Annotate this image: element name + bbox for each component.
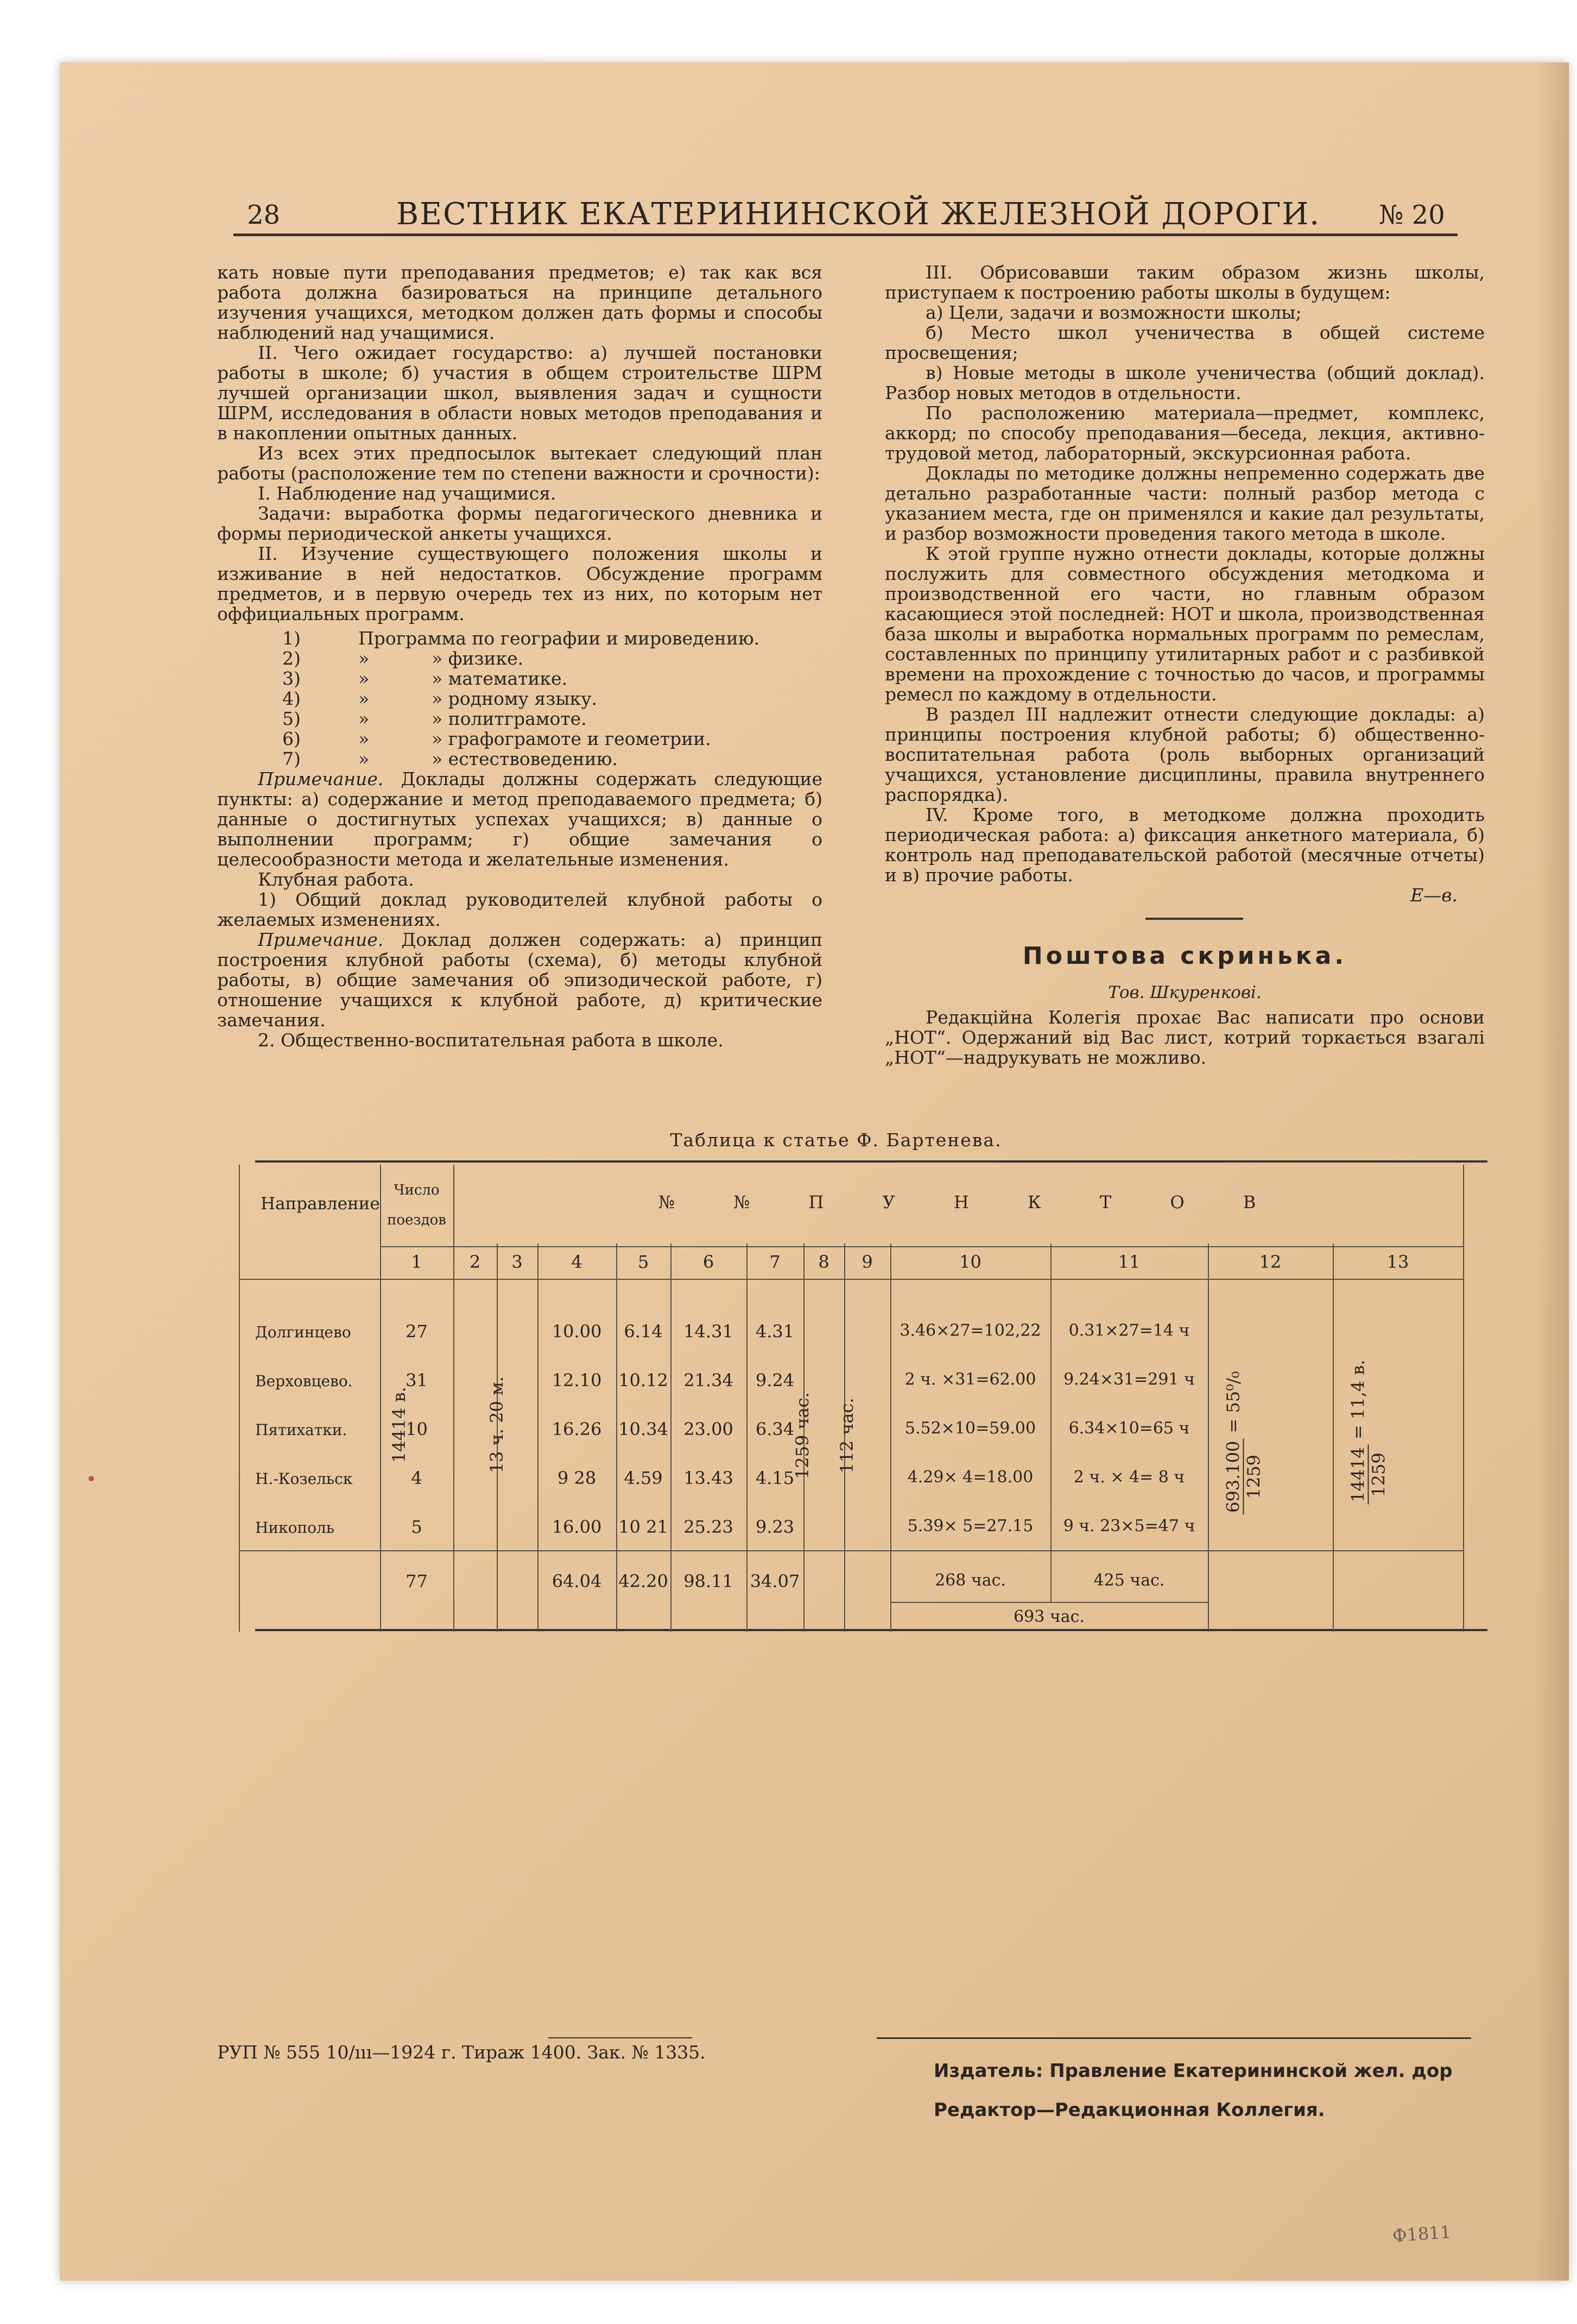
table-cell: 14.31	[683, 1321, 733, 1342]
publisher: Издатель: Правление Екатерининской жел. дор	[934, 2060, 1453, 2082]
paragraph: III. Обрисовавши таким образом жизнь школы, приступаем к построению работы школы в будущем:	[885, 262, 1485, 303]
table-cell: 13.43	[683, 1468, 733, 1488]
paragraph: кать новые пути преподавания предметов; е) так как вся работа должна базироваться на принципе детального изучения учащихся, методком должен дать формы и способы наблюдений над учащимися.	[217, 262, 822, 343]
merged-cell-col3: 13 ч. 20 м.	[486, 1376, 507, 1474]
table-cell: 4.29× 4=18.00	[907, 1468, 1034, 1487]
col-number: 10	[959, 1252, 981, 1272]
table-bottom-rule	[255, 1629, 1487, 1631]
paragraph: Из всех этих предпосылок вытекает следующий план работы (расположение тем по степени важности и срочности):	[217, 443, 822, 484]
grid-line	[239, 1550, 1463, 1551]
table-cell: 4	[411, 1468, 422, 1488]
paragraph: 2. Общественно-воспитательная работа в школе.	[258, 1030, 724, 1051]
col-number: 8	[818, 1252, 829, 1272]
grid-line	[239, 1279, 1463, 1280]
table-cell: 16.26	[552, 1419, 602, 1439]
ink-spot	[88, 1476, 94, 1481]
footer-rule	[877, 2037, 1471, 2039]
table-cell: 21.34	[683, 1370, 733, 1391]
col-number: 1	[411, 1252, 422, 1272]
table-cell: 9 28	[557, 1468, 597, 1488]
table-cell: 16.00	[552, 1517, 602, 1537]
grid-line	[890, 1602, 1208, 1603]
section-divider	[1145, 918, 1243, 920]
paragraph: Клубная работа.	[258, 869, 414, 890]
list-item: 2) » » физике.	[282, 648, 524, 669]
col-number: 6	[702, 1252, 714, 1272]
mailbox-title: Поштова скринька.	[1022, 942, 1347, 970]
table-cell: 5.39× 5=27.15	[907, 1517, 1034, 1536]
table-cell: 2 ч. ×31=62.00	[904, 1370, 1036, 1389]
program-list	[217, 628, 822, 769]
issue-number: № 20	[1379, 200, 1445, 230]
table-cell: 6.14	[624, 1321, 663, 1342]
table-cell: 5	[411, 1517, 422, 1537]
left-column	[217, 262, 822, 1050]
col-number: 7	[769, 1252, 781, 1272]
right-column	[885, 262, 1485, 905]
col-number: 13	[1386, 1252, 1409, 1272]
formula-col13: 14414 1259 = 11,4 в.	[1348, 1324, 1389, 1541]
table-cell: 12.10	[552, 1370, 602, 1391]
grid-line	[1208, 1243, 1209, 1632]
table-cell: 6.34×10=65 ч	[1068, 1419, 1190, 1438]
station-name: Н.-Козельск	[255, 1470, 353, 1488]
paragraph: Доклады по методике должны непременно содержать две детально разработанные части: полный разбор метода с указанием места, где он применялся и какие дал результаты, и разбор возможности проведения такого метода в школе.	[885, 463, 1485, 544]
header-rule	[233, 233, 1458, 236]
table-border-right	[1463, 1165, 1464, 1632]
table-cell: 6.34	[755, 1419, 795, 1439]
total-cell: 77	[406, 1571, 428, 1592]
paragraph: В раздел III надлежит отнести следующие доклады: а) принципы построения клубной работы; б) общественно-воспитательная работа (роль выборных организаций учащихся, установление дисциплины, правила внутреннего распорядка).	[885, 704, 1485, 805]
footer-rule	[548, 2037, 692, 2038]
total-cell: 64.04	[552, 1571, 602, 1592]
imprint	[934, 2051, 1453, 2130]
table-cell: 0.31×27=14 ч	[1068, 1321, 1190, 1340]
table-cell: 2 ч. × 4= 8 ч	[1073, 1468, 1185, 1487]
mailbox-body: Редакційна Колегія прохає Вас написати про основи „НОТ“. Одержаний від Вас лист, котрий торкається взагалі „НОТ“—надрукувать не можливо.	[885, 1007, 1485, 1068]
table-cell: 10	[406, 1419, 428, 1439]
archive-stamp: Ф1811	[1391, 2221, 1452, 2246]
grid-line	[453, 1165, 454, 1632]
newspaper-title: ВЕСТНИК ЕКАТЕРИНИНСКОЙ ЖЕЛЕЗНОЙ ДОРОГИ.	[396, 197, 1321, 232]
table-cell: 10.00	[552, 1321, 602, 1342]
list-item: 5) » » политграмоте.	[282, 708, 587, 729]
table-cell: 4.15	[755, 1468, 795, 1488]
list-item: 6) » » графограмоте и геометрии.	[282, 728, 711, 749]
paragraph: I. Наблюдение над учащимися.	[258, 483, 556, 504]
table-cell: 3.46×27=102,22	[900, 1321, 1041, 1340]
table-cell: 10.34	[618, 1419, 668, 1439]
header-direction: Направление	[261, 1194, 380, 1214]
paragraph: II. Чего ожидает государство: а) лучшей постановки работы в школе; б) участия в общем строительстве ШРМ лучшей организации школ, выявления задач и сущности ШРМ, исследования в области новых методов преподавания и в накоплении опытных данных.	[217, 342, 822, 444]
page-fold-shadow	[1536, 62, 1569, 2281]
table-cell: 9.24×31=291 ч	[1063, 1370, 1195, 1389]
table-cell: 5.52×10=59.00	[904, 1419, 1036, 1438]
col-number: 12	[1259, 1252, 1282, 1272]
paragraph: 1) Общий доклад руководителей клубной работы о желаемых изменениях.	[217, 889, 822, 930]
table-cell: 9.23	[755, 1517, 795, 1537]
table-border-left	[239, 1165, 240, 1632]
table-cell: 31	[406, 1370, 428, 1391]
col-number: 4	[571, 1252, 582, 1272]
table-cell: 9 ч. 23×5=47 ч	[1063, 1517, 1195, 1536]
grand-total-cell: 693 час.	[1014, 1607, 1085, 1626]
total-cell: 425 час.	[1093, 1571, 1165, 1590]
total-cell: 42.20	[618, 1571, 668, 1592]
paragraph: б) Место школ ученичества в общей системе просвещения;	[885, 322, 1485, 363]
list-item: 4) » » родному языку.	[282, 688, 598, 709]
editor: Редактор—Редакционная Коллегия.	[934, 2099, 1325, 2121]
grid-line	[380, 1246, 1463, 1247]
col-number: 3	[511, 1252, 523, 1272]
table-caption: Таблица к статье Ф. Бартенева.	[670, 1129, 1002, 1151]
list-item: 1) Программа по географии и мироведению.	[282, 628, 760, 649]
signature: Е—в.	[1410, 885, 1458, 906]
col-number: 11	[1118, 1252, 1141, 1272]
page-number: 28	[247, 200, 281, 230]
paragraph: Задачи: выработка формы педагогического дневника и формы периодической анкеты учащихся.	[217, 503, 822, 544]
paragraph: К этой группе нужно отнести доклады, которые должны послужить для совместного обсуждения методкома и производственной его части, но главным образом касающиеся этой последней: НОТ и школа, производственная база школы и выработка нормальных программ по ремеслам, составленных по принципу утилитарных работ и с разбивкой времени на прохождение с точностью до часов, и программы ремесл по каждому в отдельности.	[885, 543, 1485, 705]
station-name: Долгинцево	[255, 1323, 351, 1341]
mailbox-addressee: Тов. Шкуренкові.	[1108, 983, 1262, 1002]
paragraph: II. Изучение существующего положения школы и изживание в ней недостатков. Обсуждение программ предметов, и в первую очередь тех из них, по которым нет оффициальных программ.	[217, 543, 822, 624]
list-item: 7) » » естествоведению.	[282, 748, 618, 769]
station-name: Никополь	[255, 1519, 334, 1537]
table-cell: 10 21	[618, 1517, 668, 1537]
grid-line	[380, 1165, 381, 1632]
note: Примечание. Доклад должен содержать: а) принцип построения клубной работы (схема), б) методы клубной работы, в) общие замечания об эпизодической работе, г) отношение учащихся к клубной работе, д) критические замечания.	[217, 929, 822, 1031]
total-cell: 98.11	[683, 1571, 733, 1592]
table-cell: 23.00	[683, 1419, 733, 1439]
station-name: Пятихатки.	[255, 1421, 347, 1439]
col-number: 2	[469, 1252, 481, 1272]
grid-line	[1333, 1243, 1334, 1632]
total-cell: 34.07	[750, 1571, 800, 1592]
print-info: РУП № 555 10/ııı—1924 г. Тираж 1400. Зак. № 1335.	[217, 2042, 706, 2063]
table-top-rule	[255, 1160, 1487, 1163]
table-cell: 4.31	[755, 1321, 795, 1342]
header-points: № № П У Н К Т О В	[658, 1192, 1264, 1212]
paragraph: а) Цели, задачи и возможности школы;	[926, 302, 1302, 323]
table-cell: 4.59	[624, 1468, 663, 1488]
table-cell: 9.24	[755, 1370, 795, 1391]
header-trains: Число поездов	[387, 1182, 446, 1228]
paragraph: в) Новые методы в школе ученичества (общий доклад). Разбор новых методов в отдельности.	[885, 362, 1485, 403]
formula-col12: 693.100 1259 = 55⁰/₀	[1223, 1329, 1264, 1557]
table-cell: 25.23	[683, 1517, 733, 1537]
total-cell: 268 час.	[935, 1571, 1006, 1590]
merged-cell-col8: 1259 час.	[792, 1392, 813, 1479]
merged-cell-col9: 112 час.	[837, 1398, 857, 1474]
paragraph: По расположению материала—предмет, комплекс, аккорд; по способу преподавания—беседа, лекция, активно-трудовой метод, лабораторный, экскурсионная работа.	[885, 402, 1485, 464]
paragraph: IV. Кроме того, в методкоме должна проходить периодическая работа: а) фиксация анкетного материала, б) контроль над преподавательской работой (месячные отчеты) и в) прочие работы.	[885, 804, 1485, 886]
note: Примечание. Доклады должны содержать следующие пункты: а) содержание и метод преподаваемого предмета; б) данные о достигнутых успехах учащихся; в) данные о выполнении программ; г) общие замечания о целесообразности метода и желательные изменения.	[217, 768, 822, 870]
merged-cell-col2: 14414 в.	[389, 1386, 409, 1463]
list-item: 3) » » математике.	[282, 668, 568, 689]
table-cell: 10.12	[618, 1370, 668, 1391]
col-number: 5	[637, 1252, 649, 1272]
table-cell: 27	[406, 1321, 428, 1342]
station-name: Верховцево.	[255, 1372, 353, 1390]
col-number: 9	[862, 1252, 873, 1272]
